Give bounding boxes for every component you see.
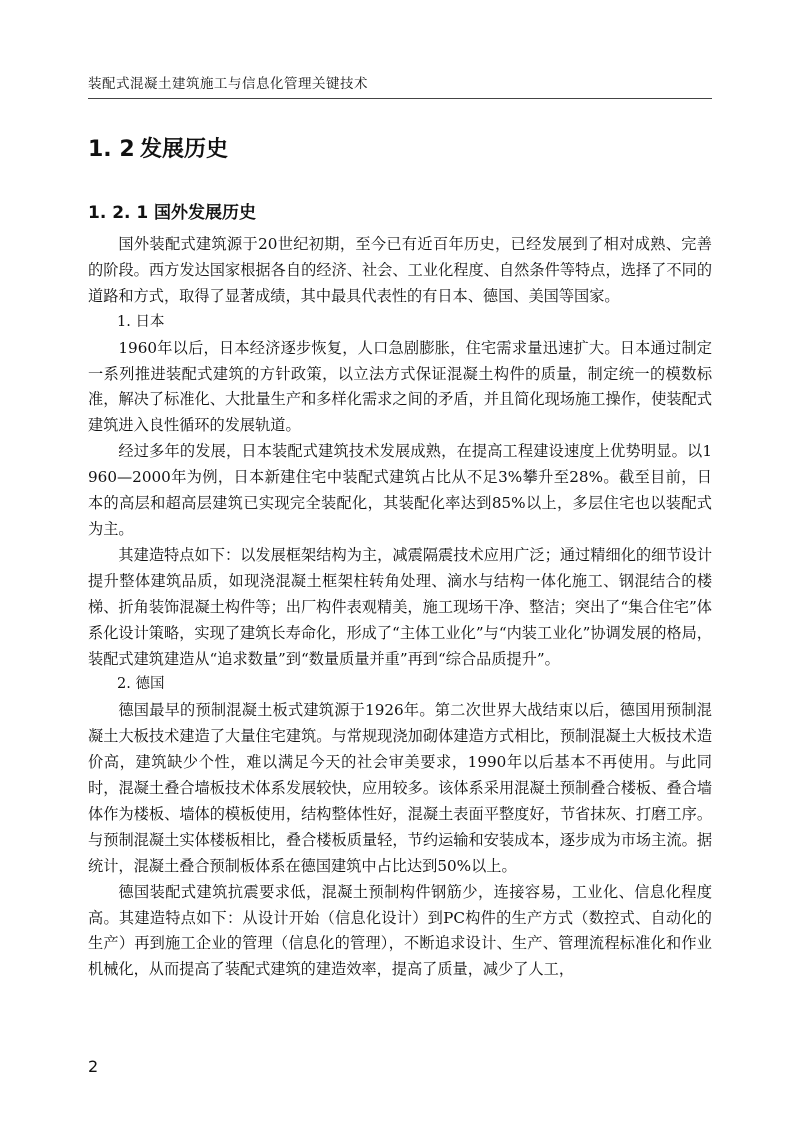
paragraph-germany-features: 德国装配式建筑抗震要求低，混凝土预制构件钢筋少，连接容易，工业化、信息化程度高。其建造特点如下：从设计开始（信息化设计）到PC构件的生产方式（数控式、自动化的生产）再到施工企业的管理（信息化的管理），不断追求设计、生产、管理流程标准化和作业机械化，从而提高了装配式建筑的建造效率，提高了质量，减少了人工， — [88, 882, 712, 979]
body-text — [88, 232, 712, 983]
list-item-japan: 1. 日本 — [117, 313, 165, 330]
section-title: 发展历史 — [140, 137, 229, 162]
paragraph-germany-history: 德国最早的预制混凝土板式建筑源于1926年。第二次世界大战结束以后，德国用预制混凝土大板技术建造了大量住宅建筑。与常规现浇加砌体建造方式相比，预制混凝土大板技术造价高，建筑缺少个性，难以满足今天的社会审美要求，1990年以后基本不再使用。与此同时，混凝土叠合墙板技术体系发展较快，应用较多。该体系采用混凝土预制叠合楼板、叠合墙体作为楼板、墙体的模板使用，结构整体性好，混凝土表面平整度好，节省抹灰、打磨工序。与预制混凝土实体楼板相比，叠合楼板质量轻，节约运输和安装成本，逐步成为市场主流。据统计，混凝土叠合预制板体系在德国建筑中占比达到50%以上。 — [88, 701, 712, 875]
list-item-germany: 2. 德国 — [117, 676, 165, 693]
section-number: 1. 2 — [88, 137, 135, 162]
subsection-number: 1. 2. 1 — [88, 203, 149, 223]
header-rule — [88, 98, 712, 99]
paragraph-intro: 国外装配式建筑源于20世纪初期，至今已有近百年历史，已经发展到了相对成熟、完善的阶段。西方发达国家根据各自的经济、社会、工业化程度、自然条件等特点，选择了不同的道路和方式，取得了显著成绩，其中最具代表性的有日本、德国、美国等国家。 — [88, 235, 712, 305]
page-number: 2 — [88, 1057, 99, 1076]
paragraph-japan-features: 其建造特点如下：以发展框架结构为主，减震隔震技术应用广泛；通过精细化的细节设计提升整体建筑品质，如现浇混凝土框架柱转角处理、滴水与结构一体化施工、钢混结合的楼梯、折角装饰混凝土构件等；出厂构件表观精美，施工现场干净、整洁；突出了“集合住宅”体系化设计策略，实现了建筑长寿命化，形成了“主体工业化”与“内装工业化”协调发展的格局，装配式建筑建造从“追求数量”到“数量质量并重”再到“综合品质提升”。 — [88, 545, 712, 668]
paragraph-japan-history: 1960年以后，日本经济逐步恢复，人口急剧膨胀，住宅需求量迅速扩大。日本通过制定一系列推进装配式建筑的方针政策，以立法方式保证混凝土构件的质量，制定统一的模数标准，解决了标准化、大批量生产和多样化需求之间的矛盾，并且简化现场施工操作，使装配式建筑进入良性循环的发展轨道。 — [88, 338, 712, 435]
section-heading — [88, 132, 228, 163]
running-head-title: 装配式混凝土建筑施工与信息化管理关键技术 — [88, 76, 368, 92]
paragraph-japan-development: 经过多年的发展，日本装配式建筑技术发展成熟，在提高工程建设速度上优势明显。以1960—2000年为例，日本新建住宅中装配式建筑占比从不足3%攀升至28%。截至目前，日本的高层和超高层建筑已实现完全装配化，其装配化率达到85%以上，多层住宅也以装配式为主。 — [88, 442, 712, 538]
subsection-heading — [88, 198, 256, 223]
subsection-title: 国外发展历史 — [154, 203, 256, 223]
